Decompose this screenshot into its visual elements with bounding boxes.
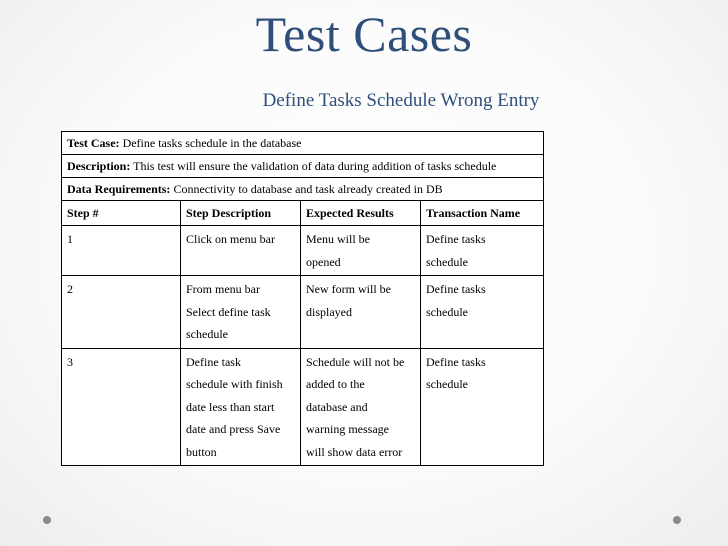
cell-line: displayed	[306, 304, 352, 319]
cell-line: Define tasks	[426, 232, 486, 246]
description-value: This test will ensure the validation of data during addition of tasks schedule	[130, 159, 497, 173]
cell-line: Menu will be	[306, 232, 370, 246]
table-header-row	[62, 201, 544, 226]
data-requirements-value: Connectivity to database and task already created in DB	[170, 182, 443, 196]
test-case-table	[61, 131, 544, 466]
test-case-value: Define tasks schedule in the database	[119, 136, 302, 150]
slide-title: Test Cases	[255, 6, 473, 62]
cell-line: Select define task	[186, 304, 271, 319]
expected-result	[301, 348, 421, 466]
cell-line: New form will be	[306, 282, 391, 296]
cell-line: will show data error	[306, 444, 403, 459]
header-step-description: Step Description	[181, 201, 301, 226]
cell-line: schedule with finish	[186, 377, 283, 391]
cell-line: added to the	[306, 377, 365, 391]
step-description	[181, 226, 301, 276]
header-expected-results: Expected Results	[301, 201, 421, 226]
step-description	[181, 276, 301, 349]
description-cell	[62, 155, 544, 178]
cell-line: database and	[306, 399, 368, 414]
cell-line: Schedule will not be	[306, 354, 405, 369]
data-requirements-label: Data Requirements:	[67, 182, 171, 196]
step-number: 3	[62, 348, 181, 466]
cell-line: schedule	[426, 304, 468, 319]
table-row	[62, 348, 544, 466]
cell-line: warning message	[306, 422, 389, 436]
cell-line: schedule	[186, 327, 228, 341]
cell-line: opened	[306, 254, 341, 269]
step-number: 1	[62, 226, 181, 276]
description-label: Description:	[67, 159, 131, 173]
test-case-row	[62, 132, 544, 155]
cell-line: schedule	[426, 377, 468, 391]
data-requirements-row	[62, 178, 544, 201]
subtitle-text: Define Tasks Schedule Wrong Entry	[262, 90, 540, 111]
step-number: 2	[62, 276, 181, 349]
cell-line: date and press Save	[186, 422, 281, 436]
transaction-name	[421, 348, 544, 466]
cell-line: Click on menu bar	[186, 232, 275, 246]
table-row	[62, 276, 544, 349]
cell-line: date less than start	[186, 399, 275, 414]
cell-line: Define tasks	[426, 354, 486, 369]
expected-result	[301, 276, 421, 349]
cell-line: button	[186, 444, 217, 459]
transaction-name	[421, 226, 544, 276]
transaction-name	[421, 276, 544, 349]
test-case-label: Test Case:	[67, 136, 120, 150]
cell-line: Define tasks	[426, 282, 486, 296]
cell-line: From menu bar	[186, 282, 260, 296]
header-step: Step #	[62, 201, 181, 226]
test-case-cell	[62, 132, 544, 155]
expected-result	[301, 226, 421, 276]
corner-dot-right	[673, 516, 681, 524]
corner-dot-left	[43, 516, 51, 524]
description-row	[62, 155, 544, 178]
cell-line: Define task	[186, 354, 241, 369]
data-requirements-cell	[62, 178, 544, 201]
slide-subtitle	[0, 90, 728, 112]
cell-line: schedule	[426, 254, 468, 269]
step-description	[181, 348, 301, 466]
table-row	[62, 226, 544, 276]
header-transaction-name: Transaction Name	[421, 201, 544, 226]
